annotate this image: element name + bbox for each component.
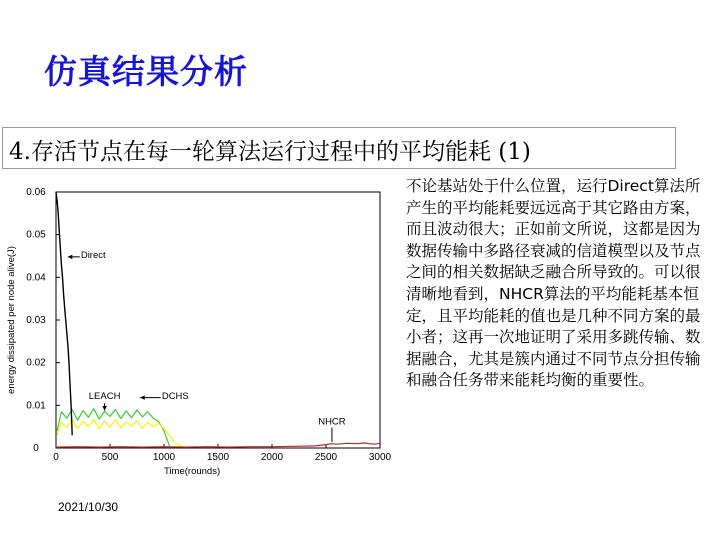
slide-subtitle: 4.存活节点在每一轮算法运行过程中的平均能耗 (1) xyxy=(9,139,531,165)
y-tick-label: 0.03 xyxy=(26,315,46,326)
label-leach: LEACH xyxy=(88,390,121,402)
chart-svg xyxy=(0,172,400,482)
x-tick-label: 500 xyxy=(101,452,119,463)
label-nhcr: NHCR xyxy=(318,416,346,428)
subtitle-box xyxy=(2,127,676,169)
label-direct: Direct xyxy=(80,250,106,262)
body-paragraph: 不论基站处于什么位置，运行Direct算法所产生的平均能耗要远远高于其它路由方案，而且波动很大；正如前文所说，这都是因为数据传输中多路径衰减的信道模型以及节点之间的相关数据缺乏融合所导致的。可以很清晰地看到，NHCR算法的平均能耗基本恒定，且平均能耗的值也是几种不同方案的最小者；这再一次地证明了采用多跳传输、数据融合，尤其是簇内通过不同节点分担传输和融合任务带来能耗均衡的重要性。 xyxy=(406,177,701,390)
x-tick-label: 2000 xyxy=(260,452,284,463)
y-tick-label: 0.06 xyxy=(26,187,46,198)
y-tick-label: 0.01 xyxy=(26,400,46,412)
footer-date: 2021/10/30 xyxy=(58,500,119,514)
x-tick-label: 1500 xyxy=(206,452,230,463)
x-tick-label: 1000 xyxy=(152,452,176,463)
slide-title: 仿真结果分析 xyxy=(44,52,248,91)
x-tick-label: 2500 xyxy=(314,452,338,463)
y-axis-title: energy dissipated per node alive(J) xyxy=(6,246,17,394)
label-dchs: DCHS xyxy=(161,390,189,402)
y-tick-label: 0.05 xyxy=(26,229,46,241)
x-axis-title: Time(rounds) xyxy=(164,466,221,477)
energy-chart xyxy=(0,172,400,482)
y-tick-label: 0.02 xyxy=(26,357,46,369)
x-tick-label: 0 xyxy=(53,452,59,463)
y-tick-label: 0 xyxy=(33,443,39,454)
x-tick-label: 3000 xyxy=(368,452,392,463)
y-tick-label: 0.04 xyxy=(26,272,46,284)
